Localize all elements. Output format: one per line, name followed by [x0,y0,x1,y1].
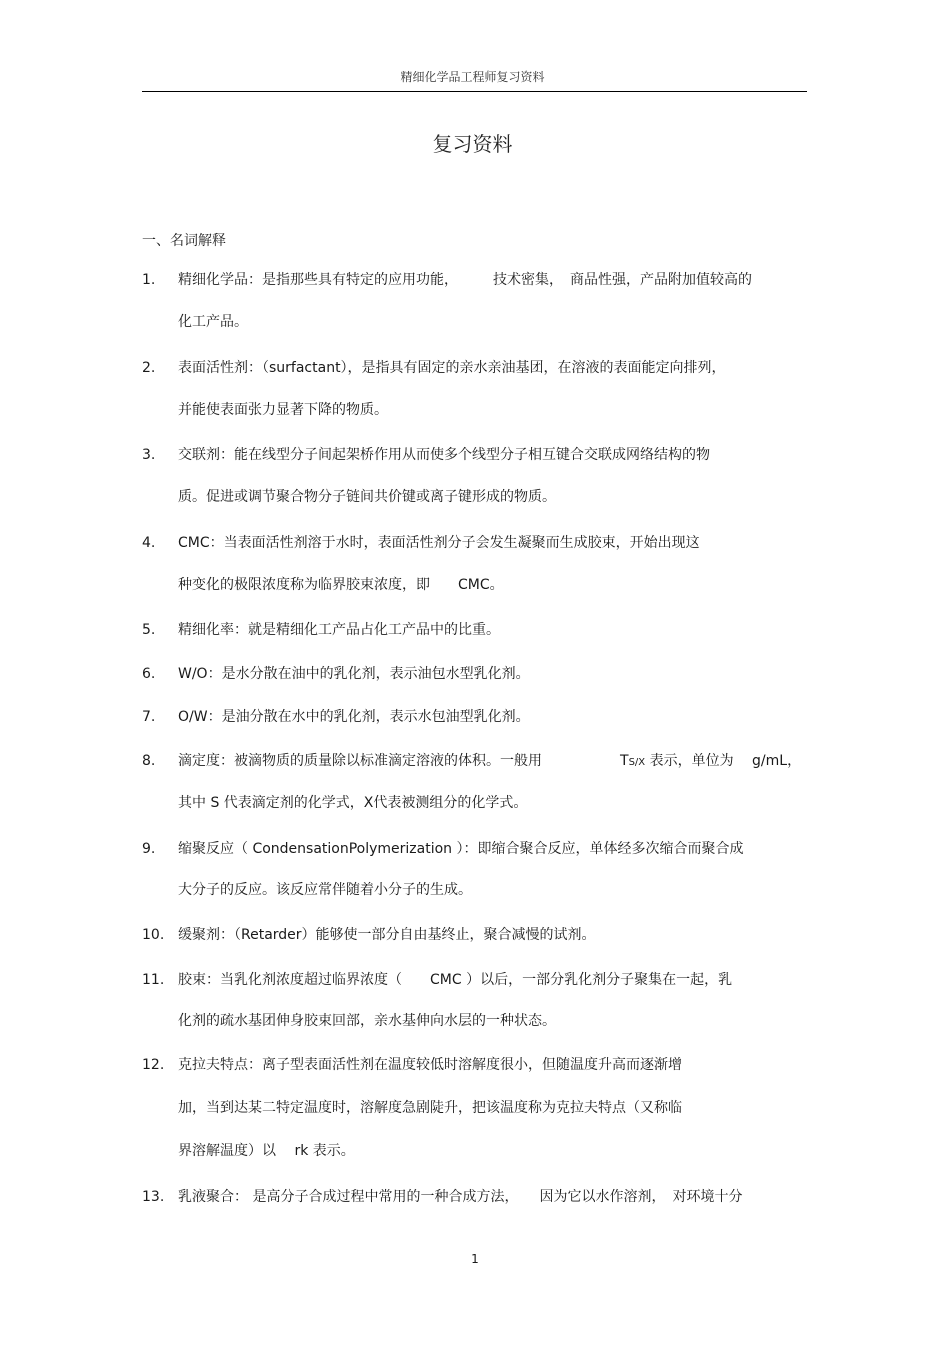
item-text-tail [620,751,801,773]
item-number: 4. [142,535,156,551]
item-text: 交联剂：能在线型分子间起架桥作用从而使多个线型分子相互键合交联成网络结构的物 [178,447,710,463]
item-text: 表面活性剂：（surfactant），是指具有固定的亲水亲油基团，在溶液的表面能定向排列， [178,360,726,376]
item-text: W/O：是水分散在油中的乳化剂，表示油包水型乳化剂。 [178,666,530,682]
item-text: 克拉夫特点：离子型表面活性剂在温度较低时溶解度很小，但随温度升高而逐渐增 [178,1057,682,1073]
titer-subscript: S/X [628,757,646,768]
item-text: CMC：当表面活性剂溶于水时，表面活性剂分子会发生凝聚而生成胶束，开始出现这 [178,535,700,551]
item-text: 化工产品。 [178,314,248,330]
item-text: 缓聚剂：（Retarder）能够使一部分自由基终止，聚合减慢的试剂。 [178,927,596,943]
item-text: 大分子的反应。该反应常伴随着小分子的生成。 [178,882,472,898]
item-text: 乳液聚合： 是高分子合成过程中常用的一种合成方法， 因为它以水作溶剂， 对环境十分 [178,1189,743,1205]
item-number: 7. [142,709,156,725]
item-text: 滴定度：被滴物质的质量除以标准滴定溶液的体积。一般用 [178,753,542,769]
item-number: 6. [142,666,156,682]
item-number: 3. [142,447,156,463]
item-text: 化剂的疏水基团伸身胶束回部，亲水基伸向水层的一种状态。 [178,1013,556,1029]
item-number: 12. [142,1057,165,1073]
item-text: 种变化的极限浓度称为临界胶束浓度，即 CMC。 [178,577,504,593]
item-number: 2. [142,360,156,376]
titer-symbol: T [620,753,629,769]
page-header: 精细化学品工程师复习资料 [400,70,545,84]
item-text: 胶束：当乳化剂浓度超过临界浓度（ CMC ）以后，一部分乳化剂分子聚集在一起，乳 [178,972,733,988]
document-title: 复习资料 [432,132,513,156]
item-text: 其中 S 代表滴定剂的化学式，X代表被测组分的化学式。 [178,795,528,811]
titer-unit-text: 表示，单位为 g/mL， [645,753,802,769]
section-heading: 一、名词解释 [142,233,226,249]
item-text: O/W：是油分散在水中的乳化剂，表示水包油型乳化剂。 [178,709,530,725]
item-number: 11. [142,972,165,988]
item-number: 8. [142,753,156,769]
item-text: 缩聚反应（ CondensationPolymerization ）：即缩合聚合反应，单体经多次缩合而聚合成 [178,841,744,857]
header-divider [142,91,807,92]
item-text: 界溶解温度）以 rk 表示。 [178,1143,355,1159]
item-text: 加，当到达某二特定温度时，溶解度急剧陡升，把该温度称为克拉夫特点（又称临 [178,1100,682,1116]
item-text: 并能使表面张力显著下降的物质。 [178,402,388,418]
item-text: 精细化率：就是精细化工产品占化工产品中的比重。 [178,622,500,638]
item-number: 10. [142,927,165,943]
item-number: 9. [142,841,156,857]
item-text: 精细化学品：是指那些具有特定的应用功能， 技术密集， 商品性强，产品附加值较高的 [178,272,752,288]
item-number: 5. [142,622,156,638]
item-number: 13. [142,1189,165,1205]
item-number: 1. [142,272,156,288]
page-number: 1 [471,1252,479,1266]
item-text: 质。促进或调节聚合物分子链间共价键或离子键形成的物质。 [178,489,556,505]
